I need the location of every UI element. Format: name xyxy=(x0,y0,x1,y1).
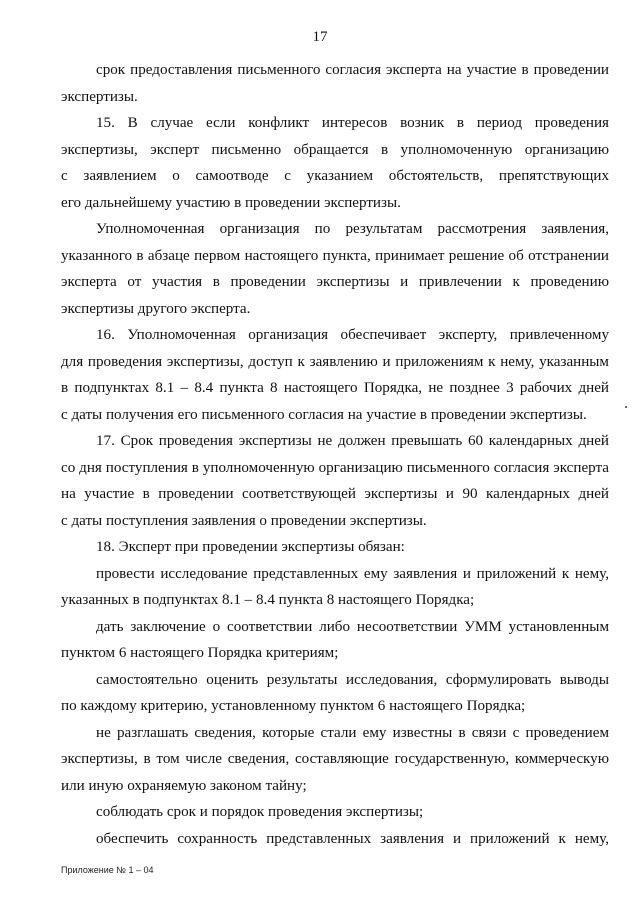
text-line: на участие в проведении соответствующей экспертизы и 90 календарных дней xyxy=(61,486,609,502)
text-line: или иную охраняемую законом тайну; xyxy=(61,777,307,794)
text-line: экспертизы, в том числе сведения, составляющие государственную, коммерческую xyxy=(61,751,609,767)
text-line: в подпунктах 8.1 – 8.4 пункта 8 настоящего Порядка, не позднее 3 рабочих дней xyxy=(61,380,609,396)
text-line: 18. Эксперт при проведении экспертизы обязан: xyxy=(96,539,405,555)
page-footer: Приложение № 1 – 04 xyxy=(61,865,154,875)
page-number: 17 xyxy=(312,29,328,45)
text-line: экспертизы. xyxy=(61,88,138,105)
text-line: его дальнейшему участию в проведении экспертизы. xyxy=(61,194,401,211)
document-body xyxy=(61,57,609,852)
text-line: пунктом 6 настоящего Порядка критериям; xyxy=(61,645,339,661)
text-line: по каждому критерию, установленному пунктом 6 настоящего Порядка; xyxy=(61,698,526,714)
text-line: экспертизы другого эксперта. xyxy=(61,300,251,317)
text-line: не разглашать сведения, которые стали ему известны в связи с проведением xyxy=(96,724,609,741)
text-line: провести исследование представленных ему заявления и приложений к нему, xyxy=(96,565,609,582)
scan-speck xyxy=(625,406,627,408)
text-line: со дня поступления в уполномоченную организацию письменного согласия эксперта xyxy=(61,459,609,476)
text-line: 15. В случае если конфликт интересов возник в период проведения xyxy=(96,115,609,131)
text-line: эксперта от участия в проведении экспертизы и привлечении к проведению xyxy=(61,274,609,290)
text-line: обеспечить сохранность представленных заявления и приложений к нему, xyxy=(96,830,609,847)
text-line: дать заключение о соответствии либо несоответствии УММ установленным xyxy=(96,618,609,635)
text-line: с заявлением о самоотводе с указанием обстоятельств, препятствующих xyxy=(61,168,609,184)
text-line: указанных в подпунктах 8.1 – 8.4 пункта 8 настоящего Порядка; xyxy=(61,592,475,608)
text-line: самостоятельно оценить результаты исследования, сформулировать выводы xyxy=(96,671,609,688)
text-line: Уполномоченная организация по результатам рассмотрения заявления, xyxy=(96,221,609,237)
text-line: экспертизы, эксперт письменно обращается в уполномоченную организацию xyxy=(61,141,609,158)
text-line: 16. Уполномоченная организация обеспечивает эксперту, привлеченному xyxy=(96,327,609,343)
text-line: с даты получения его письменного согласия на участие в проведении экспертизы. xyxy=(61,406,587,423)
text-line: для проведения экспертизы, доступ к заявлению и приложениям к нему, указанным xyxy=(61,353,609,370)
text-line: соблюдать срок и порядок проведения экспертизы; xyxy=(96,804,424,820)
text-line: указанного в абзаце первом настоящего пункта, принимает решение об отстранении xyxy=(61,247,609,264)
text-line: 17. Срок проведения экспертизы не должен превышать 60 календарных дней xyxy=(96,433,609,449)
text-line: срок предоставления письменного согласия эксперта на участие в проведении xyxy=(96,62,609,78)
text-line: с даты поступления заявления о проведении экспертизы. xyxy=(61,512,427,529)
